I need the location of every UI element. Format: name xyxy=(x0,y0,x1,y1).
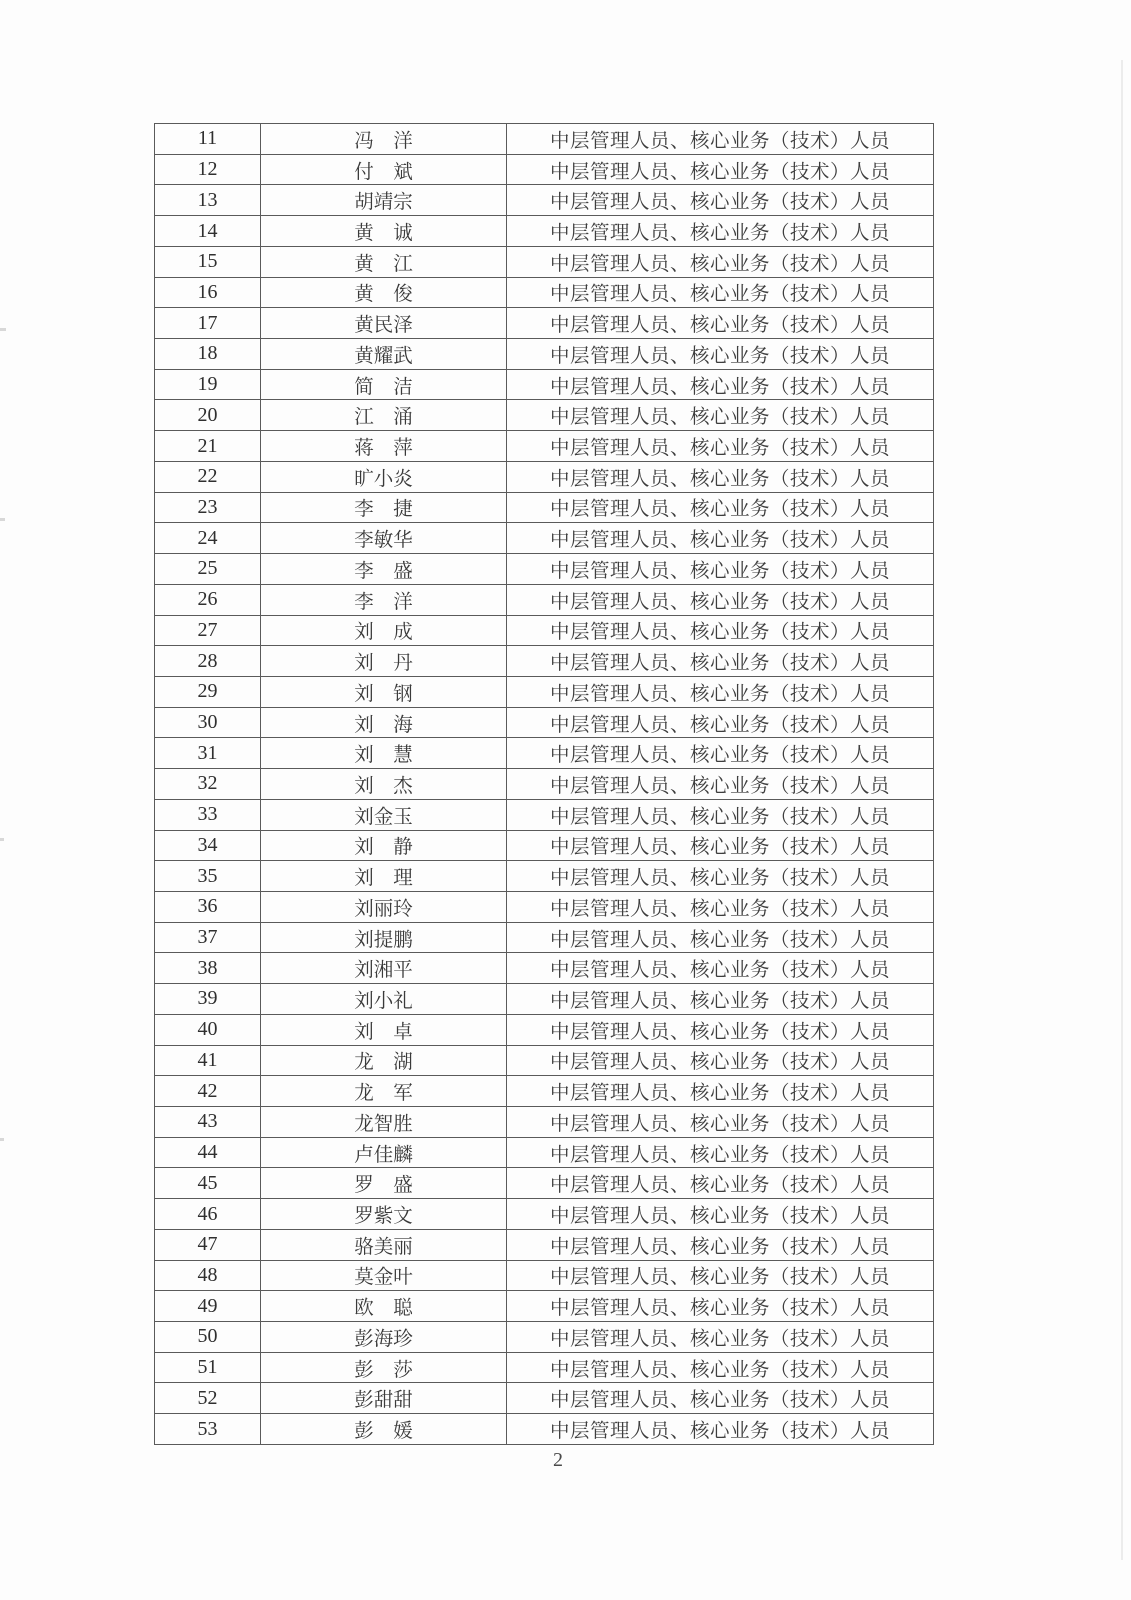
table-row xyxy=(155,246,934,277)
personnel-category-cell: 中层管理人员、核心业务（技术）人员 xyxy=(507,1291,934,1322)
table-row xyxy=(155,676,934,707)
table-row xyxy=(155,1137,934,1168)
row-number-cell: 39 xyxy=(155,984,261,1015)
person-name-cell: 蒋 萍 xyxy=(261,431,507,462)
row-number-cell: 16 xyxy=(155,277,261,308)
personnel-category-cell: 中层管理人员、核心业务（技术）人员 xyxy=(507,185,934,216)
personnel-category-cell: 中层管理人员、核心业务（技术）人员 xyxy=(507,707,934,738)
personnel-category-cell: 中层管理人员、核心业务（技术）人员 xyxy=(507,246,934,277)
personnel-category-cell: 中层管理人员、核心业务（技术）人员 xyxy=(507,400,934,431)
personnel-category-cell: 中层管理人员、核心业务（技术）人员 xyxy=(507,1229,934,1260)
table-row xyxy=(155,922,934,953)
personnel-category-cell: 中层管理人员、核心业务（技术）人员 xyxy=(507,339,934,370)
table-row xyxy=(155,1352,934,1383)
row-number-cell: 46 xyxy=(155,1199,261,1230)
row-number-cell: 50 xyxy=(155,1322,261,1353)
table-row xyxy=(155,1199,934,1230)
scan-artifact xyxy=(0,518,5,521)
table-row xyxy=(155,277,934,308)
row-number-cell: 37 xyxy=(155,922,261,953)
scan-artifact xyxy=(0,328,6,331)
person-name-cell: 刘 静 xyxy=(261,830,507,861)
personnel-category-cell: 中层管理人员、核心业务（技术）人员 xyxy=(507,861,934,892)
row-number-cell: 40 xyxy=(155,1014,261,1045)
personnel-category-cell: 中层管理人员、核心业务（技术）人员 xyxy=(507,216,934,247)
person-name-cell: 胡靖宗 xyxy=(261,185,507,216)
person-name-cell: 刘 慧 xyxy=(261,738,507,769)
scan-artifact xyxy=(0,1138,4,1141)
person-name-cell: 冯 洋 xyxy=(261,124,507,155)
person-name-cell: 刘小礼 xyxy=(261,984,507,1015)
person-name-cell: 江 涌 xyxy=(261,400,507,431)
table-row xyxy=(155,492,934,523)
table-row xyxy=(155,369,934,400)
row-number-cell: 21 xyxy=(155,431,261,462)
person-name-cell: 骆美丽 xyxy=(261,1229,507,1260)
row-number-cell: 18 xyxy=(155,339,261,370)
table-row xyxy=(155,339,934,370)
personnel-category-cell: 中层管理人员、核心业务（技术）人员 xyxy=(507,1383,934,1414)
person-name-cell: 彭甜甜 xyxy=(261,1383,507,1414)
row-number-cell: 48 xyxy=(155,1260,261,1291)
table-row xyxy=(155,1168,934,1199)
personnel-category-cell: 中层管理人员、核心业务（技术）人员 xyxy=(507,738,934,769)
person-name-cell: 彭 莎 xyxy=(261,1352,507,1383)
row-number-cell: 13 xyxy=(155,185,261,216)
row-number-cell: 28 xyxy=(155,646,261,677)
row-number-cell: 12 xyxy=(155,154,261,185)
row-number-cell: 42 xyxy=(155,1076,261,1107)
personnel-category-cell: 中层管理人员、核心业务（技术）人员 xyxy=(507,461,934,492)
table-row xyxy=(155,646,934,677)
table-row xyxy=(155,615,934,646)
personnel-category-cell: 中层管理人员、核心业务（技术）人员 xyxy=(507,277,934,308)
personnel-category-cell: 中层管理人员、核心业务（技术）人员 xyxy=(507,308,934,339)
row-number-cell: 38 xyxy=(155,953,261,984)
table-row xyxy=(155,1260,934,1291)
personnel-category-cell: 中层管理人员、核心业务（技术）人员 xyxy=(507,1014,934,1045)
table-row xyxy=(155,1229,934,1260)
row-number-cell: 25 xyxy=(155,554,261,585)
table-row xyxy=(155,554,934,585)
personnel-category-cell: 中层管理人员、核心业务（技术）人员 xyxy=(507,431,934,462)
row-number-cell: 27 xyxy=(155,615,261,646)
row-number-cell: 51 xyxy=(155,1352,261,1383)
personnel-category-cell: 中层管理人员、核心业务（技术）人员 xyxy=(507,1045,934,1076)
person-name-cell: 刘提鹏 xyxy=(261,922,507,953)
person-name-cell: 简 洁 xyxy=(261,369,507,400)
row-number-cell: 26 xyxy=(155,584,261,615)
person-name-cell: 旷小炎 xyxy=(261,461,507,492)
row-number-cell: 45 xyxy=(155,1168,261,1199)
personnel-category-cell: 中层管理人员、核心业务（技术）人员 xyxy=(507,1137,934,1168)
table-row xyxy=(155,984,934,1015)
row-number-cell: 35 xyxy=(155,861,261,892)
table-row xyxy=(155,1045,934,1076)
person-name-cell: 李 洋 xyxy=(261,584,507,615)
table-row xyxy=(155,799,934,830)
person-name-cell: 欧 聪 xyxy=(261,1291,507,1322)
table-row xyxy=(155,1322,934,1353)
person-name-cell: 刘 成 xyxy=(261,615,507,646)
row-number-cell: 11 xyxy=(155,124,261,155)
row-number-cell: 52 xyxy=(155,1383,261,1414)
table-row xyxy=(155,1014,934,1045)
row-number-cell: 29 xyxy=(155,676,261,707)
person-name-cell: 卢佳麟 xyxy=(261,1137,507,1168)
row-number-cell: 44 xyxy=(155,1137,261,1168)
table-row xyxy=(155,769,934,800)
person-name-cell: 莫金叶 xyxy=(261,1260,507,1291)
table-row xyxy=(155,431,934,462)
row-number-cell: 49 xyxy=(155,1291,261,1322)
personnel-category-cell: 中层管理人员、核心业务（技术）人员 xyxy=(507,830,934,861)
row-number-cell: 34 xyxy=(155,830,261,861)
person-name-cell: 龙智胜 xyxy=(261,1107,507,1138)
table-row xyxy=(155,707,934,738)
person-name-cell: 刘 杰 xyxy=(261,769,507,800)
person-name-cell: 黄 诚 xyxy=(261,216,507,247)
personnel-category-cell: 中层管理人员、核心业务（技术）人员 xyxy=(507,615,934,646)
personnel-category-cell: 中层管理人员、核心业务（技术）人员 xyxy=(507,369,934,400)
scan-artifact xyxy=(1121,60,1123,1560)
table-row xyxy=(155,1076,934,1107)
personnel-category-cell: 中层管理人员、核心业务（技术）人员 xyxy=(507,154,934,185)
table-row xyxy=(155,1414,934,1445)
page-number: 2 xyxy=(553,1449,563,1471)
personnel-category-cell: 中层管理人员、核心业务（技术）人员 xyxy=(507,1260,934,1291)
person-name-cell: 龙 湖 xyxy=(261,1045,507,1076)
table-row xyxy=(155,400,934,431)
personnel-category-cell: 中层管理人员、核心业务（技术）人员 xyxy=(507,891,934,922)
personnel-category-cell: 中层管理人员、核心业务（技术）人员 xyxy=(507,984,934,1015)
personnel-category-cell: 中层管理人员、核心业务（技术）人员 xyxy=(507,769,934,800)
table-row xyxy=(155,154,934,185)
personnel-roster-table xyxy=(154,123,934,1445)
table-row xyxy=(155,308,934,339)
row-number-cell: 24 xyxy=(155,523,261,554)
person-name-cell: 黄 俊 xyxy=(261,277,507,308)
row-number-cell: 22 xyxy=(155,461,261,492)
personnel-category-cell: 中层管理人员、核心业务（技术）人员 xyxy=(507,492,934,523)
personnel-category-cell: 中层管理人员、核心业务（技术）人员 xyxy=(507,922,934,953)
row-number-cell: 32 xyxy=(155,769,261,800)
table-row xyxy=(155,861,934,892)
personnel-category-cell: 中层管理人员、核心业务（技术）人员 xyxy=(507,676,934,707)
person-name-cell: 黄耀武 xyxy=(261,339,507,370)
personnel-category-cell: 中层管理人员、核心业务（技术）人员 xyxy=(507,124,934,155)
personnel-category-cell: 中层管理人员、核心业务（技术）人员 xyxy=(507,1352,934,1383)
table-row xyxy=(155,461,934,492)
personnel-category-cell: 中层管理人员、核心业务（技术）人员 xyxy=(507,1199,934,1230)
table-row xyxy=(155,1291,934,1322)
row-number-cell: 41 xyxy=(155,1045,261,1076)
table-row xyxy=(155,185,934,216)
table-row xyxy=(155,830,934,861)
personnel-category-cell: 中层管理人员、核心业务（技术）人员 xyxy=(507,554,934,585)
person-name-cell: 刘金玉 xyxy=(261,799,507,830)
person-name-cell: 刘 海 xyxy=(261,707,507,738)
row-number-cell: 14 xyxy=(155,216,261,247)
person-name-cell: 彭 媛 xyxy=(261,1414,507,1445)
person-name-cell: 刘丽玲 xyxy=(261,891,507,922)
row-number-cell: 33 xyxy=(155,799,261,830)
person-name-cell: 罗 盛 xyxy=(261,1168,507,1199)
personnel-category-cell: 中层管理人员、核心业务（技术）人员 xyxy=(507,646,934,677)
table-row xyxy=(155,1107,934,1138)
row-number-cell: 36 xyxy=(155,891,261,922)
person-name-cell: 刘 卓 xyxy=(261,1014,507,1045)
person-name-cell: 李 捷 xyxy=(261,492,507,523)
person-name-cell: 黄 江 xyxy=(261,246,507,277)
table-row xyxy=(155,584,934,615)
table-row xyxy=(155,1383,934,1414)
personnel-category-cell: 中层管理人员、核心业务（技术）人员 xyxy=(507,584,934,615)
row-number-cell: 17 xyxy=(155,308,261,339)
table-row xyxy=(155,738,934,769)
personnel-category-cell: 中层管理人员、核心业务（技术）人员 xyxy=(507,953,934,984)
person-name-cell: 黄民泽 xyxy=(261,308,507,339)
row-number-cell: 47 xyxy=(155,1229,261,1260)
person-name-cell: 刘湘平 xyxy=(261,953,507,984)
person-name-cell: 李敏华 xyxy=(261,523,507,554)
personnel-category-cell: 中层管理人员、核心业务（技术）人员 xyxy=(507,1168,934,1199)
personnel-category-cell: 中层管理人员、核心业务（技术）人员 xyxy=(507,1322,934,1353)
personnel-category-cell: 中层管理人员、核心业务（技术）人员 xyxy=(507,1414,934,1445)
row-number-cell: 43 xyxy=(155,1107,261,1138)
person-name-cell: 刘 理 xyxy=(261,861,507,892)
person-name-cell: 彭海珍 xyxy=(261,1322,507,1353)
row-number-cell: 23 xyxy=(155,492,261,523)
table-row xyxy=(155,124,934,155)
personnel-category-cell: 中层管理人员、核心业务（技术）人员 xyxy=(507,799,934,830)
row-number-cell: 15 xyxy=(155,246,261,277)
personnel-category-cell: 中层管理人员、核心业务（技术）人员 xyxy=(507,1107,934,1138)
row-number-cell: 31 xyxy=(155,738,261,769)
person-name-cell: 付 斌 xyxy=(261,154,507,185)
row-number-cell: 53 xyxy=(155,1414,261,1445)
person-name-cell: 龙 军 xyxy=(261,1076,507,1107)
table-row xyxy=(155,891,934,922)
person-name-cell: 李 盛 xyxy=(261,554,507,585)
table-row xyxy=(155,216,934,247)
person-name-cell: 刘 丹 xyxy=(261,646,507,677)
person-name-cell: 刘 钢 xyxy=(261,676,507,707)
table-body xyxy=(155,124,934,1445)
personnel-category-cell: 中层管理人员、核心业务（技术）人员 xyxy=(507,1076,934,1107)
table-row xyxy=(155,953,934,984)
table-row xyxy=(155,523,934,554)
row-number-cell: 20 xyxy=(155,400,261,431)
personnel-category-cell: 中层管理人员、核心业务（技术）人员 xyxy=(507,523,934,554)
row-number-cell: 30 xyxy=(155,707,261,738)
person-name-cell: 罗紫文 xyxy=(261,1199,507,1230)
scan-artifact xyxy=(0,838,4,841)
row-number-cell: 19 xyxy=(155,369,261,400)
